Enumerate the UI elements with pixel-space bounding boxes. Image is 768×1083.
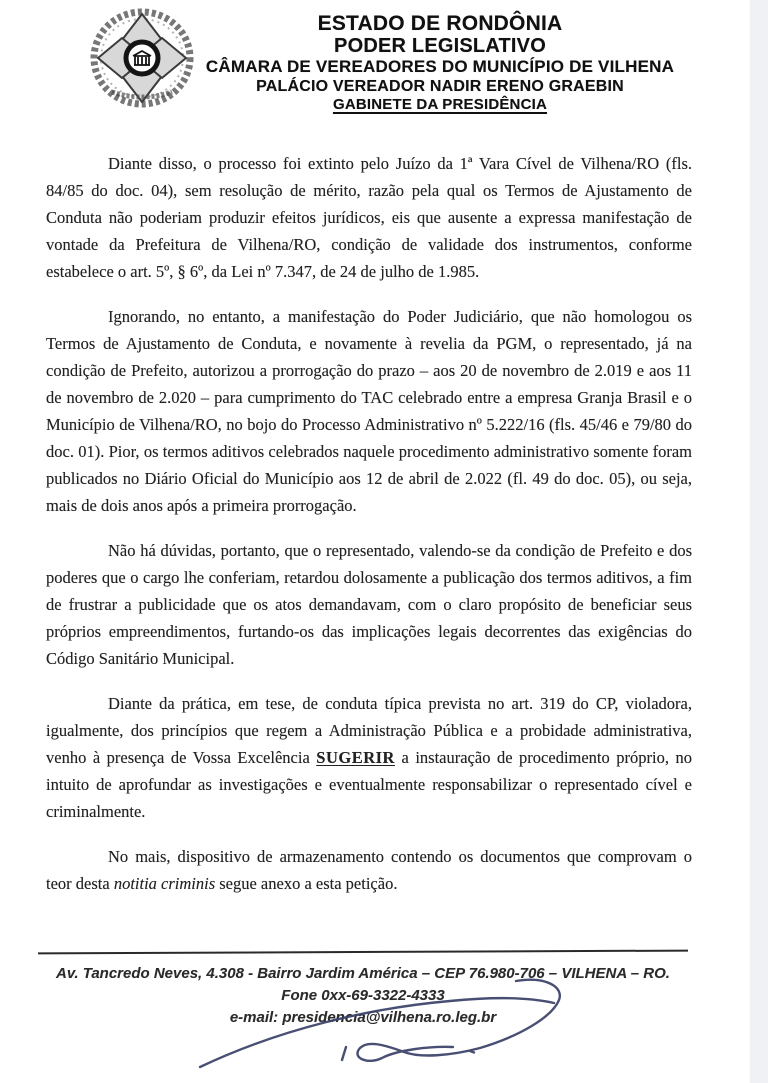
document-footer (38, 963, 688, 1029)
signature-stroke-dot (470, 1051, 474, 1053)
paragraph-1-text: Diante disso, o processo foi extinto pelo Juízo da 1ª Vara Cível de Vilhena/RO (fls. 84/85 do doc. 04), sem resolução de mérito, razão pela qual os Termos de Ajustamento de Conduta não poderiam produzir efeitos jurídicos, eis que ausente a expressa manifestação de vontade da Prefeitura de Vilhena/RO, condição de validade dos instrumentos, conforme estabelece o art. 5º, § 6º, da Lei nº 7.347, de 24 de julho de 1.985. (46, 154, 692, 281)
signature-stroke-tick (342, 1047, 346, 1060)
letterhead-chamber-title: CÂMARA DE VEREADORES DO MUNICÍPIO DE VILHENA (205, 57, 675, 76)
letterhead (82, 6, 678, 114)
letterhead-state-title: ESTADO DE RONDÔNIA (317, 12, 563, 35)
document-body (46, 150, 692, 915)
paragraph-5-after: segue anexo a esta petição. (215, 874, 398, 893)
paragraph-1 (46, 150, 692, 285)
letterhead-branch-title: PODER LEGISLATIVO (334, 35, 546, 57)
paragraph-2 (46, 303, 692, 519)
notitia-criminis-term: notitia criminis (113, 874, 216, 893)
letterhead-palace-title: PALÁCIO VEREADOR NADIR ERENO GRAEBIN (256, 78, 624, 95)
paragraph-5 (46, 843, 692, 897)
paragraph-5-before: No mais, dispositivo de armazenamento contendo os documentos que comprovam o teor desta (46, 847, 692, 893)
scan-edge-band (749, 0, 768, 1083)
paragraph-4 (46, 690, 692, 825)
letterhead-office-title: GABINETE DA PRESIDÊNCIA (332, 96, 548, 113)
letterhead-titles (202, 6, 678, 114)
paragraph-4-after: a instauração de procedimento próprio, no intuito de aprofundar as investigações e eventualmente responsabilizar o representado cível e criminalmente. (46, 748, 692, 821)
paragraph-3 (46, 537, 692, 672)
paragraph-2-text: Ignorando, no entanto, a manifestação do Poder Judiciário, que não homologou os Termos de Ajustamento de Conduta, e novamente à revelia da PGM, o representado, já na condição de Prefeito, autorizou a prorrogação do prazo – aos 20 de novembro de 2.019 e aos 11 de novembro de 2.020 – para cumprimento do TAC celebrado entre a empresa Granja Brasil e o Município de Vilhena/RO, no bojo do Processo Administrativo nº 5.222/16 (fls. 45/46 e 79/80 do doc. 01). Pior, os termos aditivos celebrados naquele procedimento administrativo somente foram publicados no Diário Oficial do Município aos 12 de abril de 2.022 (fl. 49 do doc. 05), ou seja, mais de dois anos após a primeira prorrogação. (46, 307, 692, 515)
footer-email: e-mail: presidencia@vilhena.ro.leg.br (229, 1009, 497, 1026)
camara-vilhena-crest-logo (82, 6, 202, 110)
footer-address: Av. Tancredo Neves, 4.308 - Bairro Jardim América – CEP 76.980-706 – VILHENA – RO. (56, 965, 670, 982)
emphasis-sugerir: SUGERIR (316, 748, 395, 767)
footer-divider (38, 950, 688, 955)
footer-phone: Fone 0xx-69-3322-4333 (281, 987, 445, 1004)
paragraph-3-text: Não há dúvidas, portanto, que o representado, valendo-se da condição de Prefeito e dos poderes que o cargo lhe conferiam, retardou dolosamente a publicação dos termos aditivos, a fim de frustrar a publicidade que os atos demandavam, com o claro propósito de beneficiar seus próprios empreendimentos, furtando-os das implicações legais decorrentes das exigências do Código Sanitário Municipal. (46, 541, 692, 668)
paragraph-4-before: Diante da prática, em tese, de conduta típica prevista no art. 319 do CP, violadora, igualmente, dos princípios que regem a Administração Pública e a probidade administrativa, venho à presença de Vossa Excelência (46, 694, 692, 767)
